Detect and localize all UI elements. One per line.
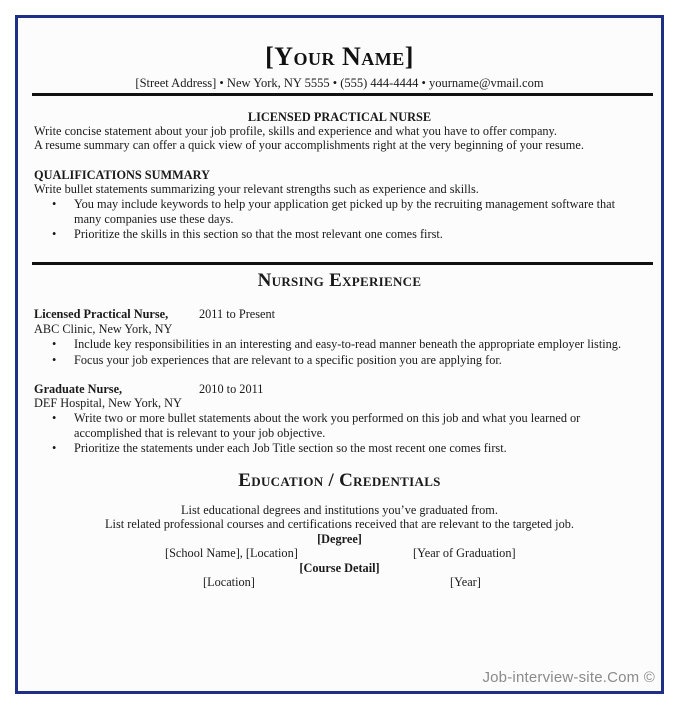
summary-line-2: A resume summary can offer a quick view of your accomplishments right at the very beginning of your resume. (34, 138, 584, 152)
site-watermark: Job-interview-site.Com © (482, 669, 655, 686)
list-item: • Include key responsibilities in an interesting and easy-to-read manner beneath the appropriate employer listing. (52, 337, 622, 351)
job-bullets-1 (34, 337, 639, 368)
school-placeholder: [School Name], [Location] (165, 546, 298, 560)
job-dates-2: 2010 to 2011 (199, 382, 264, 396)
job-bullets-2 (34, 411, 624, 457)
education-line-2: List related professional courses and certifications received that are relevant to the targeted job. (105, 517, 574, 531)
location-placeholder: [Location] (203, 575, 255, 589)
degree-placeholder: [Degree] (317, 532, 362, 546)
header-divider (32, 93, 653, 96)
bullet-icon: • (52, 441, 57, 455)
contact-line: [Street Address] • New York, NY 5555 • (555) 444-4444 • yourname@vmail.com (135, 76, 544, 90)
education-line-1: List educational degrees and institutions you’ve graduated from. (181, 503, 498, 517)
qualifications-title: QUALIFICATIONS SUMMARY (34, 168, 210, 182)
job-title-1: Licensed Practical Nurse, (34, 307, 169, 321)
section-divider (32, 262, 653, 265)
list-item: • You may include keywords to help your application get picked up by the recruiting management software that many companies use these days. (52, 197, 616, 226)
job-title-2: Graduate Nurse, (34, 382, 123, 396)
job-employer-1: ABC Clinic, New York, NY (34, 322, 173, 336)
list-item: • Prioritize the statements under each Job Title section so the most recent one comes first. (52, 441, 507, 455)
candidate-name: [Your Name] (265, 42, 414, 71)
year-placeholder: [Year] (450, 575, 481, 589)
resume-page (15, 15, 664, 694)
qualifications-intro: Write bullet statements summarizing your relevant strengths such as experience and skills. (34, 182, 479, 196)
bullet-icon: • (52, 227, 57, 241)
bullet-icon: • (52, 337, 57, 351)
bullet-icon: • (52, 411, 57, 425)
summary-line-1: Write concise statement about your job profile, skills and experience and what you have to offer company. (34, 124, 557, 138)
list-item: • Write two or more bullet statements about the work you performed on this job and what you learned or accomplished that is relevant to your job objective. (52, 411, 581, 440)
list-item: • Prioritize the skills in this section so that the most relevant one comes first. (52, 227, 443, 241)
experience-title: Nursing Experience (257, 270, 422, 291)
bullet-icon: • (52, 352, 57, 367)
job-dates-1: 2011 to Present (199, 307, 276, 321)
job-employer-2: DEF Hospital, New York, NY (34, 396, 182, 410)
qualifications-bullets (34, 197, 639, 243)
summary-title: LICENSED PRACTICAL NURSE (247, 110, 432, 124)
education-title: Education / Credentials (238, 470, 441, 491)
list-item: • Focus your job experiences that are relevant to a specific position you are applying for. (52, 352, 502, 367)
bullet-icon: • (52, 197, 57, 211)
course-placeholder: [Course Detail] (299, 561, 380, 575)
graduation-year-placeholder: [Year of Graduation] (413, 546, 516, 560)
